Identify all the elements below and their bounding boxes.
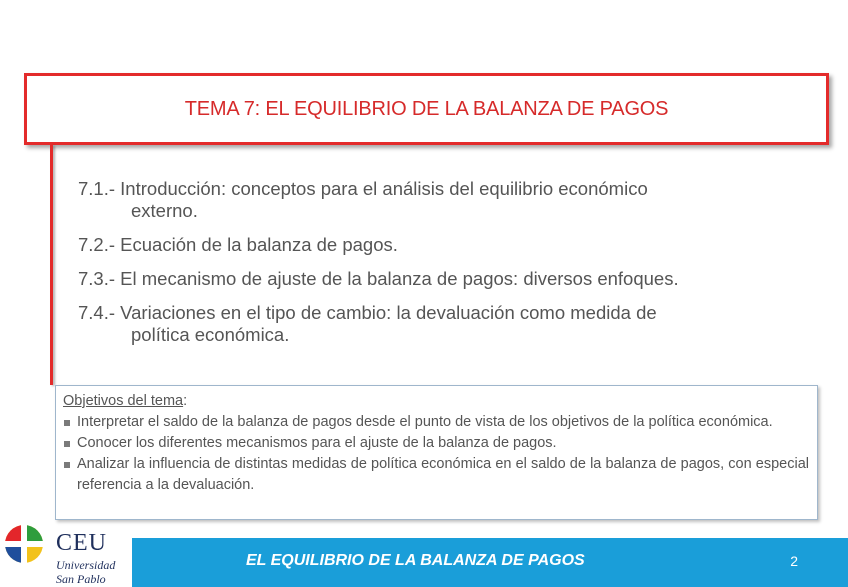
topic-list (78, 178, 803, 358)
ceu-cross-icon (4, 524, 44, 564)
objectives-heading: Objetivos del tema (63, 393, 184, 409)
footer-title: EL EQUILIBRIO DE LA BALANZA DE PAGOS (246, 552, 585, 569)
objectives-heading-line (63, 391, 809, 412)
topic-text: Ecuación de la balanza de pagos. (120, 234, 398, 255)
objectives-heading-suffix: : (183, 393, 188, 409)
objective-item: Analizar la influencia de distintas medidas de política económica en el saldo de la balanza de pagos, con especial referencia a la devaluación. (63, 454, 809, 496)
ceu-logo (4, 524, 130, 586)
footer-bar (132, 538, 848, 587)
objectives-list (63, 412, 809, 496)
topic-number: 7.2.- (78, 234, 121, 255)
logo-line1: Universidad (56, 558, 116, 572)
objective-item: Interpretar el saldo de la balanza de pagos desde el punto de vista de los objetivos de la política económica. (63, 412, 809, 433)
logo-line2: San Pablo (56, 572, 106, 586)
topic-number: 7.3.- (78, 268, 121, 289)
topic-continuation: externo. (131, 200, 198, 221)
topic-text: El mecanismo de ajuste de la balanza de pagos: diversos enfoques. (120, 268, 679, 289)
topic-item (78, 234, 803, 256)
slide-title: TEMA 7: EL EQUILIBRIO DE LA BALANZA DE PAGOS (184, 97, 669, 120)
objective-item: Conocer los diferentes mecanismos para el ajuste de la balanza de pagos. (63, 433, 809, 454)
objectives-box (55, 385, 818, 520)
topic-number: 7.1.- (78, 178, 121, 199)
logo-name: CEU (56, 530, 107, 556)
topic-number: 7.4.- (78, 302, 121, 323)
topic-item (78, 302, 803, 346)
logo-university (56, 558, 115, 586)
topic-item (78, 268, 803, 290)
topic-text: Introducción: conceptos para el análisis del equilibrio económico (120, 178, 648, 199)
topic-item (78, 178, 803, 222)
page-number: 2 (790, 553, 798, 569)
topic-continuation: política económica. (131, 324, 290, 345)
topic-text: Variaciones en el tipo de cambio: la devaluación como medida de (120, 302, 657, 323)
accent-line (50, 145, 53, 385)
title-box (24, 73, 829, 145)
